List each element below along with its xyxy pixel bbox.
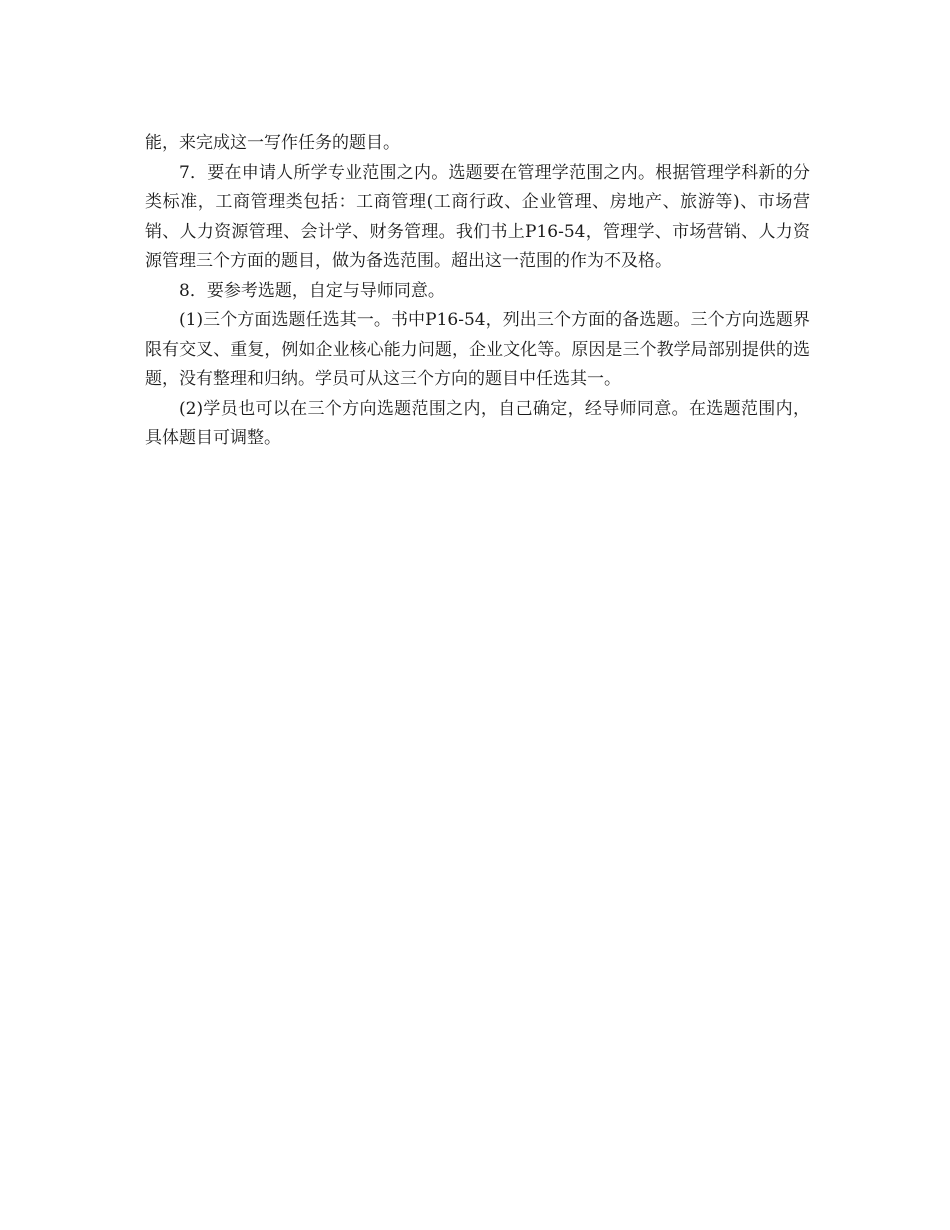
document-body — [145, 129, 810, 454]
paragraph-subitem-2: (2)学员也可以在三个方向选题范围之内，自己确定，经导师同意。在选题范围内，具体题目可调整。 — [145, 398, 810, 448]
paragraph-continuation: 能，来完成这一写作任务的题目。 — [145, 133, 400, 153]
paragraph-item-8: 8．要参考选题，自定与导师同意。 — [179, 280, 445, 301]
paragraph-item-7: 7．要在申请人所学专业范围之内。选题要在管理学范围之内。根据管理学科新的分类标准，工商管理类包括：工商管理(工商行政、企业管理、房地产、旅游等)、市场营销、人力资源管理、会计学、财务管理。我们书上P16-54，管理学、市场营销、人力资源管理三个方面的题目，做为备选范围。超出这一范围的作为不及格。 — [145, 162, 810, 271]
paragraph-subitem-1: (1)三个方面选题任选其一。书中P16-54，列出三个方面的备选题。三个方向选题界限有交叉、重复，例如企业核心能力问题，企业文化等。原因是三个教学局部别提供的选题，没有整理和归纳。学员可从这三个方向的题目中任选其一。 — [145, 310, 810, 389]
